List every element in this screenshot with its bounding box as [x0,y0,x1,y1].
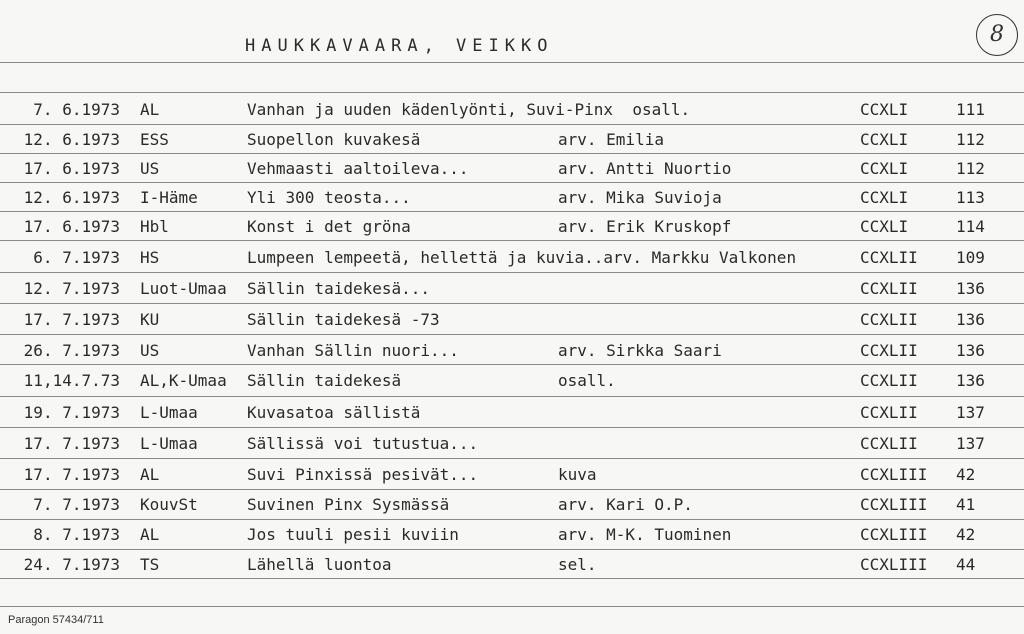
entry-date: 12. 7.1973 [23,279,120,298]
entry-date: 8. 7.1973 [33,525,120,544]
entry-page: 42 [956,465,976,484]
entry-note: arv. Kari O.P. [558,495,693,514]
entry-source: HS [140,248,160,267]
entry-source: AL,K-Umaa [140,371,227,390]
entry-source: Hbl [140,217,169,236]
entry-title: Jos tuuli pesii kuviin [247,525,459,544]
entry-row [0,182,1024,212]
print-code: Paragon 57434/711 [8,614,104,626]
entry-volume: CCXLI [860,100,909,119]
entry-date: 17. 6.1973 [23,159,120,178]
entry-date: 17. 6.1973 [23,217,120,236]
entry-note: arv. Sirkka Saari [558,341,722,360]
entry-volume: CCXLI [860,188,909,207]
entry-source: US [140,159,160,178]
entry-source: AL [140,465,160,484]
entry-source: TS [140,555,160,574]
entry-volume: CCXLII [860,371,918,390]
entry-page: 136 [956,279,985,298]
entry-source: AL [140,525,160,544]
entry-volume: CCXLI [860,217,909,236]
entry-title: Sällin taidekesä [247,371,402,390]
entry-page: 137 [956,403,985,422]
entry-title: Suopellon kuvakesä [247,130,421,149]
entry-note: arv. Antti Nuortio [558,159,732,178]
entry-volume: CCXLI [860,159,909,178]
entry-volume: CCXLIII [860,465,928,484]
entry-row [0,365,1024,395]
entry-note: osall. [558,371,616,390]
entry-source: AL [140,100,160,119]
entry-volume: CCXLII [860,310,918,329]
entry-title: Lumpeen lempeetä, hellettä ja kuvia..arv. Markku Valkonen [247,248,797,267]
entry-title: Suvi Pinxissä pesivät... [247,465,479,484]
entry-note: kuva [558,465,597,484]
entry-source: I-Häme [140,188,198,207]
entry-page: 112 [956,130,985,149]
entry-page: 44 [956,555,976,574]
entry-row [0,211,1024,241]
entry-page: 42 [956,525,976,544]
entry-row [0,489,1024,519]
entry-volume: CCXLII [860,341,918,360]
entry-source: US [140,341,160,360]
entry-row [0,153,1024,183]
entry-note: arv. M-K. Tuominen [558,525,732,544]
entry-page: 137 [956,434,985,453]
entry-row [0,519,1024,549]
entry-title: Vanhan ja uuden kädenlyönti, Suvi-Pinx osall. [247,100,691,119]
entry-page: 41 [956,495,976,514]
entry-title: Konst i det gröna [247,217,411,236]
entry-title: Yli 300 teosta... [247,188,411,207]
entry-title: Sällin taidekesä -73 [247,310,440,329]
entry-title: Sällin taidekesä... [247,279,431,298]
entry-volume: CCXLIII [860,495,928,514]
entry-date: 17. 7.1973 [23,434,120,453]
entry-date: 17. 7.1973 [23,310,120,329]
entry-page: 136 [956,310,985,329]
rule-line [0,92,1024,93]
entry-source: L-Umaa [140,434,198,453]
entry-date: 7. 6.1973 [33,100,120,119]
rule-line [0,606,1024,607]
entry-volume: CCXLII [860,248,918,267]
entry-row [0,428,1024,458]
entry-date: 12. 6.1973 [23,130,120,149]
entry-page: 112 [956,159,985,178]
entry-row [0,397,1024,427]
entry-date: 24. 7.1973 [23,555,120,574]
entry-title: Sällissä voi tutustua... [247,434,479,453]
entry-date: 6. 7.1973 [33,248,120,267]
entry-title: Suvinen Pinx Sysmässä [247,495,450,514]
entry-source: KouvSt [140,495,198,514]
entry-date: 19. 7.1973 [23,403,120,422]
entry-note: arv. Erik Kruskopf [558,217,732,236]
entry-source: L-Umaa [140,403,198,422]
entry-note: arv. Mika Suvioja [558,188,722,207]
entry-volume: CCXLIII [860,525,928,544]
page-number-circle: 8 [976,14,1018,56]
entry-date: 26. 7.1973 [23,341,120,360]
entry-date: 12. 6.1973 [23,188,120,207]
entry-page: 136 [956,341,985,360]
entry-row [0,459,1024,489]
entry-note: sel. [558,555,597,574]
entry-row [0,94,1024,124]
entry-row [0,124,1024,154]
entry-volume: CCXLII [860,403,918,422]
entry-row [0,242,1024,272]
entry-row [0,335,1024,365]
entry-source: Luot-Umaa [140,279,227,298]
entry-volume: CCXLII [860,434,918,453]
entry-source: ESS [140,130,169,149]
entry-page: 113 [956,188,985,207]
entry-volume: CCXLI [860,130,909,149]
entry-date: 11,14.7.73 [23,371,120,390]
entry-title: Vehmaasti aaltoileva... [247,159,469,178]
card-title: HAUKKAVAARA, VEIKKO [245,36,554,56]
entry-volume: CCXLII [860,279,918,298]
entry-date: 7. 7.1973 [33,495,120,514]
entry-page: 109 [956,248,985,267]
entry-volume: CCXLIII [860,555,928,574]
entry-page: 111 [956,100,985,119]
entry-title: Vanhan Sällin nuori... [247,341,459,360]
entry-title: Kuvasatoa sällistä [247,403,421,422]
entry-row [0,304,1024,334]
entry-page: 136 [956,371,985,390]
entry-title: Lähellä luontoa [247,555,392,574]
entry-row [0,549,1024,579]
entry-source: KU [140,310,160,329]
entry-row [0,273,1024,303]
entry-note: arv. Emilia [558,130,664,149]
entry-date: 17. 7.1973 [23,465,120,484]
rule-line [0,62,1024,63]
entry-page: 114 [956,217,985,236]
